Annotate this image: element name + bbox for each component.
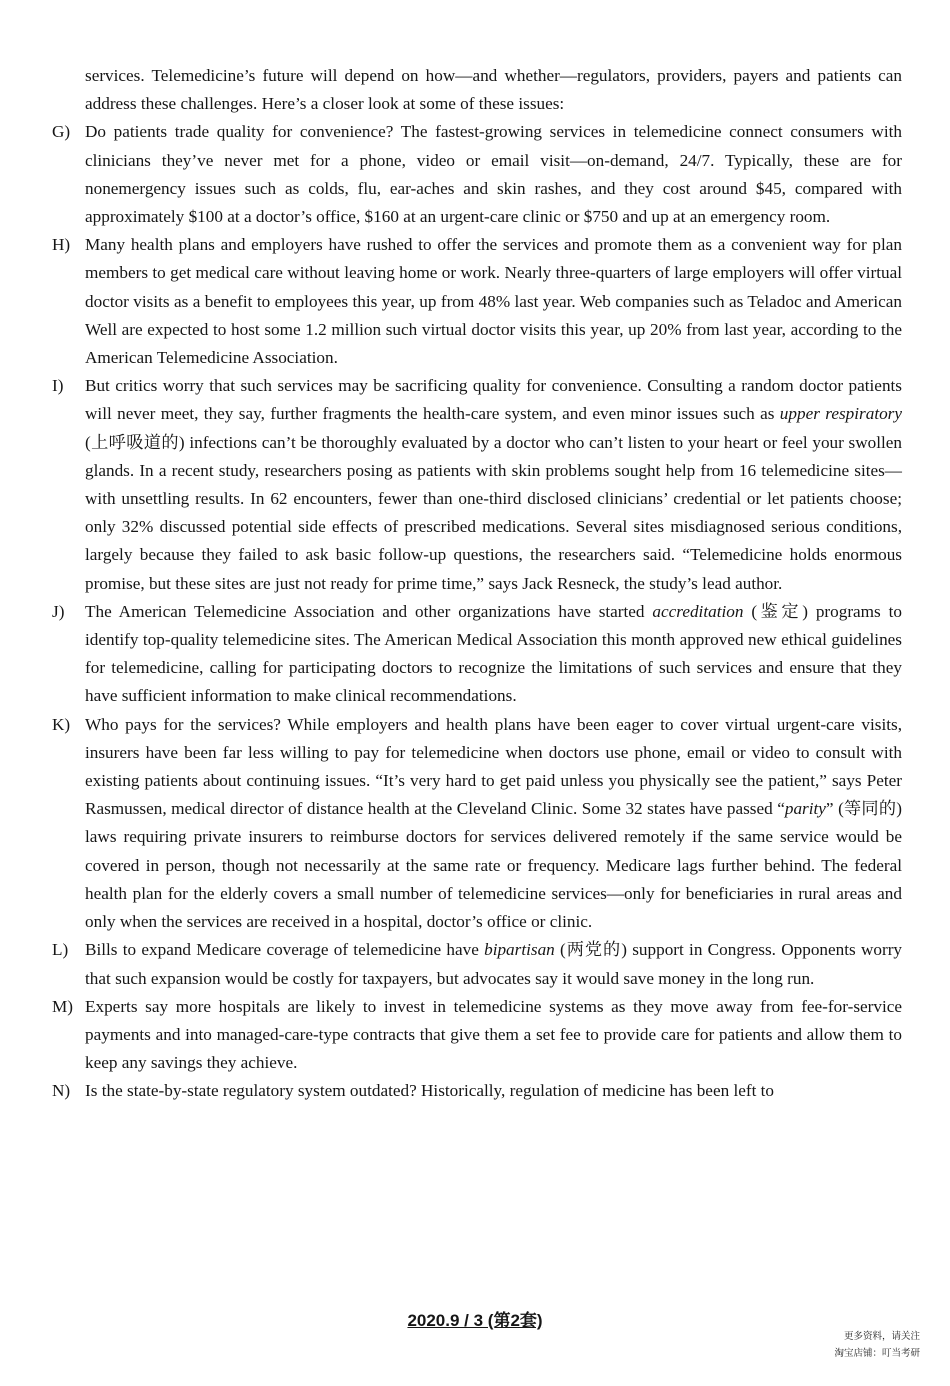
text-before: The American Telemedicine Association and other organizations have started — [85, 601, 653, 621]
paragraph-j — [52, 598, 902, 711]
paragraph-text: services. Telemedicine’s future will depend on how—and whether—regulators, providers, payers and patients can address these challenges. Here’s a closer look at some of these issues: — [85, 66, 902, 114]
term-gloss: (上呼吸道的) — [85, 432, 185, 452]
paragraph-text — [85, 711, 902, 937]
paragraph-k — [52, 711, 902, 937]
paragraph-h — [52, 231, 902, 372]
paragraph-label: M) — [52, 996, 74, 1016]
paragraph-continuation — [52, 62, 902, 118]
term-gloss: ” (等同的) — [825, 799, 902, 819]
reading-passage — [52, 62, 902, 1106]
watermark-line: 更多资料，请关注 — [843, 1331, 920, 1342]
text-after: support in Congress. Opponents worry that such expansion would be costly for taxpayers, but advocates say it would save money in the long run. — [85, 940, 903, 988]
paragraph-text: Many health plans and employers have rushed to offer the services and promote them as a convenient way for plan members to get medical care without leaving home or work. Nearly three-quarters of large employers will offer virtual doctor visits as a benefit to employees this year, up from 48% last year. Web companies such as Teladoc and American Well are expected to host some 1.2 million such virtual doctor visits this year, up 20% from last year, according to the American Telemedicine Association. — [85, 235, 902, 368]
glossed-term: upper respiratory — [779, 404, 903, 424]
glossed-term: bipartisan — [484, 940, 555, 960]
store-watermark — [834, 1328, 920, 1362]
paragraph-text: Is the state-by-state regulatory system outdated? Historically, regulation of medicine has been left to — [85, 1081, 775, 1101]
page-footer: 2020.9 / 3 (第2套) — [407, 1311, 543, 1330]
paragraph-text: Do patients trade quality for convenience? The fastest-growing services in telemedicine connect consumers with clinicians they’ve never met for a phone, video or email visit—on-demand, 24/7. Typically, these are for nonemergency issues such as colds, flu, ear-aches and skin rashes, and they cost around $45, compared with approximately $100 at a doctor’s office, $160 at an urgent-care clinic or $750 and up at an emergency room. — [85, 122, 902, 227]
paragraph-i — [52, 372, 902, 598]
text-before: Who pays for the services? While employers and health plans have been eager to cover virtual urgent-care visits, insurers have been far less willing to pay for telemedicine when doctors use phone, email or video to consult with existing patients about continuing issues. “It’s very hard to get paid unless you physically see the patient,” says Peter Rasmussen, medical director of distance health at the Cleveland Clinic. Some 32 states have passed “ — [85, 714, 902, 819]
paragraph-text — [85, 936, 902, 992]
paragraph-text: Experts say more hospitals are likely to invest in telemedicine systems as they move away from fee-for-service payments and into managed-care-type contracts that give them a set fee to provide care for patients and allow them to keep any savings they achieve. — [85, 996, 902, 1073]
paragraph-label: J) — [52, 601, 65, 621]
text-after: infections can’t be thoroughly evaluated by a doctor who can’t listen to your heart or feel your swollen glands. In a recent study, researchers posing as patients with skin problems sought help from 16 telemedicine sites—with unsettling results. In 62 encounters, fewer than one-third disclosed clinicians’ credential or let patients choose; only 32% discussed potential side effects of prescribed medications. Several sites misdiagnosed serious conditions, largely because they failed to ask basic follow-up questions, the researchers said. “Telemedicine holds enormous promise, but these sites are just not ready for prime time,” says Jack Resneck, the study’s lead author. — [85, 432, 902, 593]
watermark-line: 淘宝店铺：叮当考研 — [834, 1348, 920, 1359]
paragraph-label: N) — [52, 1081, 71, 1101]
paragraph-m — [52, 993, 902, 1078]
text-after: laws requiring private insurers to reimburse doctors for services delivered remotely if the same service would be covered in person, though not necessarily at the same rate or frequency. Medicare lags further behind. The federal health plan for the elderly covers a small number of telemedicine services—only for beneficiaries in rural areas and only when the services are received in a hospital, doctor’s office or clinic. — [85, 827, 902, 932]
term-gloss: (鉴定) — [751, 601, 808, 621]
glossed-term: parity — [784, 799, 826, 819]
paragraph-label: K) — [52, 714, 71, 734]
paragraph-label: G) — [52, 122, 71, 142]
paragraph-label: I) — [52, 376, 64, 396]
glossed-term: accreditation — [652, 601, 744, 621]
paragraph-text — [85, 598, 902, 711]
term-gloss: (两党的) — [560, 940, 627, 960]
text-before: Bills to expand Medicare coverage of telemedicine have — [85, 940, 485, 960]
paragraph-label: H) — [52, 235, 71, 255]
paragraph-g — [52, 118, 902, 231]
paragraph-n — [52, 1077, 902, 1105]
text-after: programs to identify top-quality telemedicine sites. The American Medical Association this month approved new ethical guidelines for telemedicine, calling for participating doctors to recognize the limitations of such services and ensure that they have sufficient information to make clinical recommendations. — [85, 601, 902, 706]
paragraph-l — [52, 936, 902, 992]
text-before: But critics worry that such services may be sacrificing quality for convenience. Consulting a random doctor patients will never meet, they say, further fragments the health-care system, and even minor issues such as — [85, 376, 902, 424]
paragraph-label: L) — [52, 940, 69, 960]
paragraph-text — [85, 372, 902, 598]
